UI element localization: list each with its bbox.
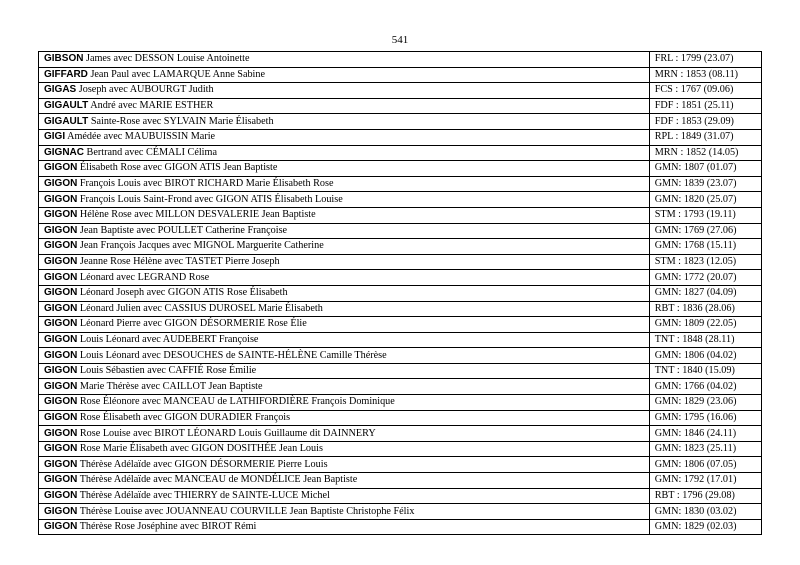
surname: GIGON	[44, 411, 78, 423]
couple-names: Louis Sébastien avec CAFFIÉ Rose Émilie	[77, 365, 257, 377]
table-row	[39, 410, 762, 426]
marriage-index-table	[38, 51, 762, 535]
surname: GIGON	[44, 224, 78, 236]
couple-names: André avec MARIE ESTHER	[88, 100, 214, 112]
surname: GIGON	[44, 193, 78, 205]
table-row	[39, 161, 762, 177]
couple-names-cell	[39, 519, 650, 535]
couple-names: Léonard Julien avec CASSIUS DUROSEL Marie Élisabeth	[77, 302, 323, 314]
couple-names: Léonard Pierre avec GIGON DÉSORMERIE Rose Élie	[77, 318, 307, 330]
parish-date-cell: FDF : 1851 (25.11)	[649, 98, 761, 114]
couple-names-cell	[39, 114, 650, 130]
table-row	[39, 285, 762, 301]
table-row	[39, 145, 762, 161]
surname: GIGON	[44, 474, 78, 486]
couple-names: Élisabeth Rose avec GIGON ATIS Jean Baptiste	[77, 162, 278, 174]
surname: GIGON	[44, 458, 78, 470]
surname: GIGON	[44, 178, 78, 190]
couple-names-cell	[39, 426, 650, 442]
surname: GIGON	[44, 240, 78, 252]
parish-date-cell: GMN: 1792 (17.01)	[649, 473, 761, 489]
parish-date-cell: RBT : 1796 (29.08)	[649, 488, 761, 504]
table-row	[39, 207, 762, 223]
couple-names-cell	[39, 207, 650, 223]
couple-names-cell	[39, 145, 650, 161]
page-number: 541	[391, 34, 409, 46]
couple-names: François Louis Saint-Frond avec GIGON ATIS Élisabeth Louise	[77, 193, 343, 205]
parish-date-cell: FDF : 1853 (29.09)	[649, 114, 761, 130]
couple-names-cell	[39, 176, 650, 192]
surname: GIGON	[44, 443, 78, 455]
couple-names: Louis Léonard avec AUDEBERT Françoise	[77, 333, 259, 345]
surname: GIGNAC	[44, 146, 84, 158]
surname: GIGAS	[44, 84, 77, 96]
surname: GIGON	[44, 365, 78, 377]
table-row	[39, 426, 762, 442]
surname: GIGON	[44, 521, 78, 533]
surname: GIGON	[44, 396, 78, 408]
couple-names: Rose Marie Élisabeth avec GIGON DOSITHÉE Jean Louis	[77, 443, 323, 455]
couple-names-cell	[39, 473, 650, 489]
table-row	[39, 317, 762, 333]
parish-date-cell: MRN : 1852 (14.05)	[649, 145, 761, 161]
couple-names: François Louis avec BIROT RICHARD Marie Élisabeth Rose	[77, 178, 334, 190]
couple-names-cell	[39, 363, 650, 379]
couple-names-cell	[39, 83, 650, 99]
couple-names-cell	[39, 395, 650, 411]
parish-date-cell: TNT : 1848 (28.11)	[649, 332, 761, 348]
table-row	[39, 363, 762, 379]
table-row	[39, 301, 762, 317]
couple-names: Jean Baptiste avec POULLET Catherine Françoise	[77, 224, 288, 236]
surname: GIGON	[44, 302, 78, 314]
couple-names: Thérèse Adélaïde avec GIGON DÉSORMERIE Pierre Louis	[77, 458, 328, 470]
couple-names-cell	[39, 348, 650, 364]
parish-date-cell: GMN: 1807 (01.07)	[649, 161, 761, 177]
table-row	[39, 52, 762, 68]
parish-date-cell: GMN: 1830 (03.02)	[649, 504, 761, 520]
couple-names-cell	[39, 488, 650, 504]
parish-date-cell: GMN: 1827 (04.09)	[649, 285, 761, 301]
couple-names-cell	[39, 270, 650, 286]
table-row	[39, 239, 762, 255]
couple-names: Jean François Jacques avec MIGNOL Marguerite Catherine	[77, 240, 324, 252]
couple-names: Rose Éléonore avec MANCEAU de LATHIFORDIÈRE François Dominique	[77, 396, 395, 408]
table-row	[39, 504, 762, 520]
couple-names-cell	[39, 457, 650, 473]
parish-date-cell: TNT : 1840 (15.09)	[649, 363, 761, 379]
table-row	[39, 488, 762, 504]
couple-names-cell	[39, 504, 650, 520]
table-row	[39, 395, 762, 411]
surname: GIGON	[44, 489, 78, 501]
couple-names-cell	[39, 192, 650, 208]
table-body	[39, 52, 762, 535]
table-row	[39, 176, 762, 192]
couple-names: Sainte-Rose avec SYLVAIN Marie Élisabeth	[88, 115, 274, 127]
couple-names-cell	[39, 223, 650, 239]
couple-names-cell	[39, 254, 650, 270]
couple-names: Bertrand avec CÉMALI Célima	[84, 146, 217, 158]
surname: GIFFARD	[44, 68, 88, 80]
couple-names: Léonard avec LEGRAND Rose	[77, 271, 210, 283]
couple-names: Rose Louise avec BIROT LÉONARD Louis Guillaume dit DAINNERY	[77, 427, 376, 439]
couple-names: Louis Léonard avec DESOUCHES de SAINTE-HÉLÈNE Camille Thérèse	[77, 349, 387, 361]
parish-date-cell: GMN: 1806 (04.02)	[649, 348, 761, 364]
couple-names-cell	[39, 98, 650, 114]
surname: GIGON	[44, 380, 78, 392]
surname: GIGON	[44, 349, 78, 361]
couple-names: Joseph avec AUBOURGT Judith	[76, 84, 214, 96]
couple-names: Jean Paul avec LAMARQUE Anne Sabine	[87, 68, 266, 80]
parish-date-cell: GMN: 1806 (07.05)	[649, 457, 761, 473]
table-row	[39, 223, 762, 239]
parish-date-cell: GMN: 1820 (25.07)	[649, 192, 761, 208]
parish-date-cell: GMN: 1809 (22.05)	[649, 317, 761, 333]
table-row	[39, 83, 762, 99]
table-row	[39, 332, 762, 348]
surname: GIGON	[44, 256, 78, 268]
couple-names: Thérèse Adélaïde avec MANCEAU de MONDÉLICE Jean Baptiste	[77, 474, 358, 486]
surname: GIGON	[44, 505, 78, 517]
surname: GIGON	[44, 209, 78, 221]
table-row	[39, 98, 762, 114]
couple-names: Thérèse Adélaïde avec THIERRY de SAINTE-LUCE Michel	[77, 489, 330, 501]
couple-names: Thérèse Louise avec JOUANNEAU COURVILLE Jean Baptiste Christophe Félix	[77, 505, 415, 517]
parish-date-cell: FRL : 1799 (23.07)	[649, 52, 761, 68]
couple-names-cell	[39, 239, 650, 255]
parish-date-cell: GMN: 1795 (16.06)	[649, 410, 761, 426]
couple-names-cell	[39, 441, 650, 457]
parish-date-cell: GMN: 1846 (24.11)	[649, 426, 761, 442]
parish-date-cell: GMN: 1829 (02.03)	[649, 519, 761, 535]
surname: GIBSON	[44, 53, 84, 65]
couple-names: Amédée avec MAUBUISSIN Marie	[65, 131, 216, 143]
parish-date-cell: GMN: 1766 (04.02)	[649, 379, 761, 395]
couple-names-cell	[39, 379, 650, 395]
couple-names: Jeanne Rose Hélène avec TASTET Pierre Joseph	[77, 256, 280, 268]
parish-date-cell: GMN: 1823 (25.11)	[649, 441, 761, 457]
surname: GIGON	[44, 333, 78, 345]
couple-names: Thérèse Rose Joséphine avec BIROT Rémi	[77, 521, 257, 533]
parish-date-cell: RBT : 1836 (28.06)	[649, 301, 761, 317]
surname: GIGON	[44, 318, 78, 330]
table-row	[39, 457, 762, 473]
surname: GIGAULT	[44, 100, 89, 112]
table-row	[39, 254, 762, 270]
parish-date-cell: GMN: 1829 (23.06)	[649, 395, 761, 411]
couple-names-cell	[39, 161, 650, 177]
parish-date-cell: GMN: 1768 (15.11)	[649, 239, 761, 255]
parish-date-cell: GMN: 1772 (20.07)	[649, 270, 761, 286]
surname: GIGON	[44, 427, 78, 439]
parish-date-cell: GMN: 1769 (27.06)	[649, 223, 761, 239]
couple-names-cell	[39, 52, 650, 68]
couple-names: Léonard Joseph avec GIGON ATIS Rose Élisabeth	[77, 287, 288, 299]
table-row	[39, 67, 762, 83]
couple-names-cell	[39, 332, 650, 348]
table-row	[39, 473, 762, 489]
surname: GIGI	[44, 131, 66, 143]
parish-date-cell: RPL : 1849 (31.07)	[649, 129, 761, 145]
couple-names-cell	[39, 317, 650, 333]
parish-date-cell: FCS : 1767 (09.06)	[649, 83, 761, 99]
couple-names: James avec DESSON Louise Antoinette	[83, 53, 250, 65]
surname: GIGON	[44, 162, 78, 174]
surname: GIGAULT	[44, 115, 89, 127]
couple-names-cell	[39, 410, 650, 426]
couple-names-cell	[39, 129, 650, 145]
table-row	[39, 129, 762, 145]
surname: GIGON	[44, 271, 78, 283]
couple-names: Rose Élisabeth avec GIGON DURADIER François	[77, 411, 291, 423]
parish-date-cell: MRN : 1853 (08.11)	[649, 67, 761, 83]
couple-names-cell	[39, 285, 650, 301]
parish-date-cell: STM : 1793 (19.11)	[649, 207, 761, 223]
table-row	[39, 114, 762, 130]
surname: GIGON	[44, 287, 78, 299]
table-row	[39, 441, 762, 457]
table-row	[39, 270, 762, 286]
couple-names: Hélène Rose avec MILLON DESVALERIE Jean Baptiste	[77, 209, 316, 221]
couple-names-cell	[39, 301, 650, 317]
table-row	[39, 348, 762, 364]
parish-date-cell: STM : 1823 (12.05)	[649, 254, 761, 270]
table-row	[39, 192, 762, 208]
table-row	[39, 519, 762, 535]
couple-names: Marie Thérèse avec CAILLOT Jean Baptiste	[77, 380, 263, 392]
couple-names-cell	[39, 67, 650, 83]
parish-date-cell: GMN: 1839 (23.07)	[649, 176, 761, 192]
table-row	[39, 379, 762, 395]
